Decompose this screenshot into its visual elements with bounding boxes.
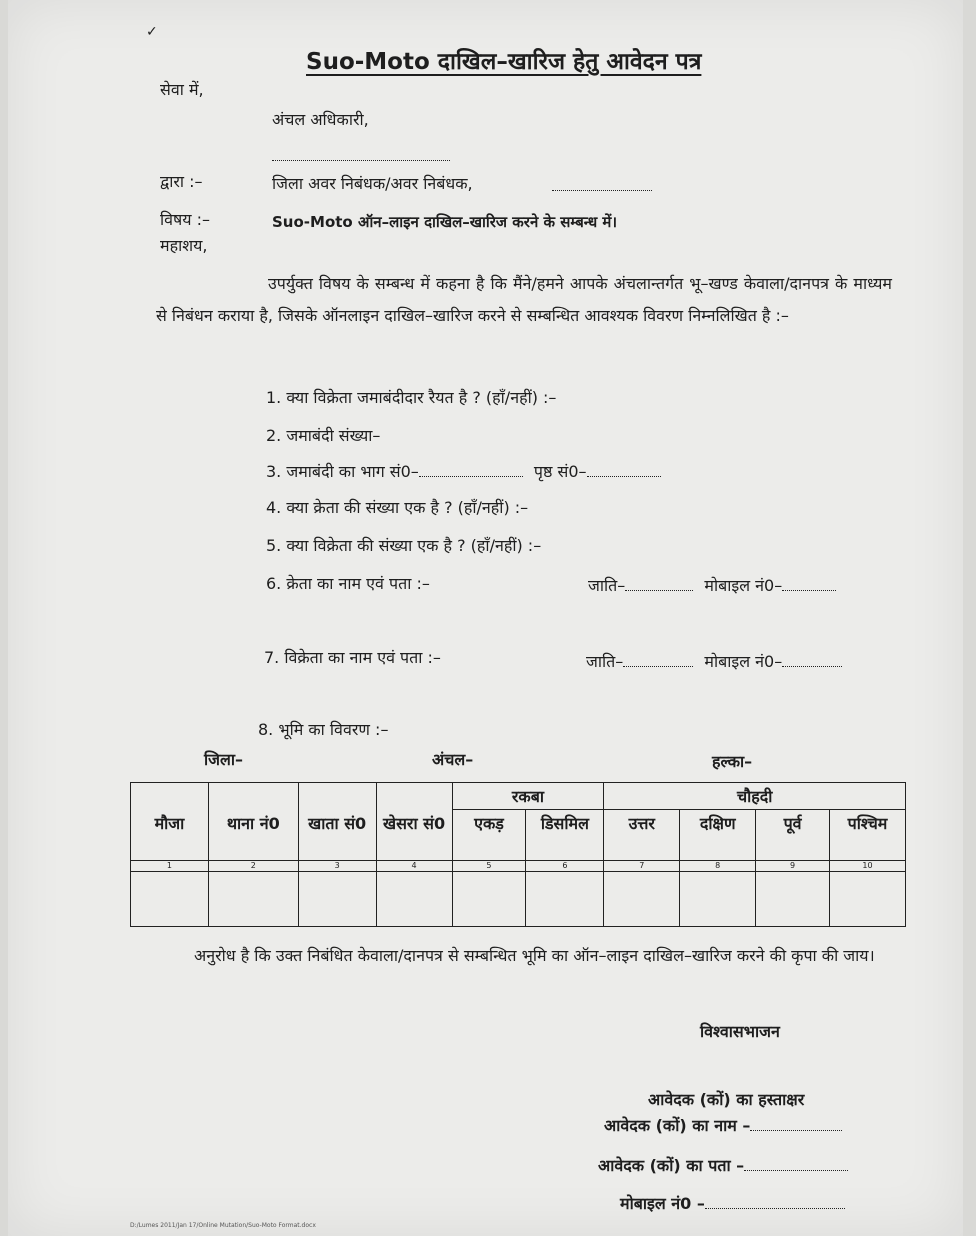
table-cell <box>830 872 906 927</box>
item-6-caste-label: जाति– <box>588 576 626 595</box>
table-header-cell: दक्षिण <box>680 810 756 861</box>
table-cell <box>526 872 604 927</box>
applicant-mobile-label: मोबाइल नं0 – <box>620 1194 705 1213</box>
table-column-number: 8 <box>680 861 756 872</box>
table-column-number: 5 <box>452 861 526 872</box>
table-header-cell: थाना नं0 <box>208 810 298 861</box>
intro-paragraph: उपर्युक्त विषय के सम्बन्ध में कहना है कि मैंने/हमने आपके अंचलान्तर्गत भू–खण्ड केवाला/दानपत्र के माध्यम से निबंधन कराया है, जिसके ऑनलाइन दाखिल–खारिज करने से सम्बन्धित आवश्यक विवरण निम्नलिखित है :– <box>156 274 892 325</box>
table-column-number: 10 <box>830 861 906 872</box>
page-title: Suo-Moto दाखिल–खारिज हेतु आवेदन पत्र <box>306 49 702 75</box>
footer-file-path: D:/Lumes 2011/Jan 17/Online Mutation/Suo-Moto Format.docx <box>130 1222 316 1229</box>
item-3 <box>266 460 661 482</box>
table-cell <box>298 872 376 927</box>
table-column-number: 7 <box>604 861 680 872</box>
table-column-number: 1 <box>131 861 209 872</box>
table-header-cell: खेसरा सं0 <box>376 810 452 861</box>
table-header-cell: पूर्व <box>756 810 830 861</box>
applicant-address-blank <box>744 1156 848 1171</box>
addressee: अंचल अधिकारी, <box>272 110 369 129</box>
table-header-cell: एकड़ <box>452 810 526 861</box>
item-7-caste <box>586 650 842 672</box>
table-header-cell: खाता सं0 <box>298 810 376 861</box>
document-page <box>8 0 963 1236</box>
table-header-cell: पश्चिम <box>830 810 906 861</box>
item-6-mobile-label: मोबाइल नं0– <box>704 576 783 595</box>
via-blank <box>552 176 652 195</box>
table-group-empty <box>298 783 376 810</box>
table-column-number: 6 <box>526 861 604 872</box>
item-5: 5. क्या विक्रेता की संख्या एक है ? (हाँ/नहीं) :– <box>266 536 542 555</box>
applicant-address-label: आवेदक (कों) का पता – <box>598 1156 745 1175</box>
item-6-caste <box>588 574 836 596</box>
item-2: 2. जमाबंदी संख्या– <box>266 426 381 445</box>
item-7-caste-label: जाति– <box>586 652 624 671</box>
item-3-label: 3. जमाबंदी का भाग सं0– <box>266 462 419 481</box>
table-group-boundary: चौहदी <box>604 783 906 810</box>
item-3-page-blank <box>587 462 661 477</box>
applicant-mobile <box>620 1192 845 1214</box>
land-halka: हल्का– <box>712 752 753 771</box>
table-number-row <box>131 861 906 872</box>
table-column-number: 9 <box>756 861 830 872</box>
item-7-mobile-label: मोबाइल नं0– <box>704 652 783 671</box>
subject-value: Suo-Moto ऑन–लाइन दाखिल–खारिज करने के सम्बन्ध में। <box>272 213 618 231</box>
table-cell <box>376 872 452 927</box>
applicant-mobile-blank <box>705 1194 845 1209</box>
table-cell <box>756 872 830 927</box>
land-district: जिला– <box>204 750 244 769</box>
table-header-cell: डिसमिल <box>526 810 604 861</box>
yours-faithfully: विश्वासभाजन <box>700 1022 780 1041</box>
land-details-table <box>130 782 906 927</box>
table-cell <box>452 872 526 927</box>
table-group-empty <box>131 783 209 810</box>
item-4: 4. क्या क्रेता की संख्या एक है ? (हाँ/नहीं) :– <box>266 498 529 517</box>
item-6-caste-blank <box>625 576 693 591</box>
salutation-to: सेवा में, <box>160 80 204 99</box>
item-3-page-label: पृष्ठ सं0– <box>533 462 587 481</box>
table-header-cell: मौजा <box>131 810 209 861</box>
check-mark-icon: ✓ <box>146 24 158 40</box>
table-group-empty <box>208 783 298 810</box>
table-group-empty <box>376 783 452 810</box>
land-circle: अंचल– <box>432 750 474 769</box>
applicant-name-blank <box>750 1116 842 1131</box>
table-header-row <box>131 810 906 861</box>
closing-paragraph: अनुरोध है कि उक्त निबंधित केवाला/दानपत्र से सम्बन्धित भूमि का ऑन–लाइन दाखिल–खारिज करने की कृपा की जाय। <box>194 946 875 965</box>
table-cell <box>131 872 209 927</box>
table-cell <box>208 872 298 927</box>
table-column-number: 2 <box>208 861 298 872</box>
table-group-row <box>131 783 906 810</box>
table-header-cell: उत्तर <box>604 810 680 861</box>
item-3-blank <box>419 462 523 477</box>
table-row <box>131 872 906 927</box>
item-1: 1. क्या विक्रेता जमाबंदीदार रैयत है ? (हाँ/नहीं) :– <box>266 388 557 407</box>
table-column-number: 4 <box>376 861 452 872</box>
item-7: 7. विक्रेता का नाम एवं पता :– <box>264 648 441 667</box>
signature-label: आवेदक (कों) का हस्ताक्षर <box>648 1090 805 1109</box>
via-value: जिला अवर निबंधक/अवर निबंधक, <box>272 174 473 193</box>
item-7-caste-blank <box>623 652 693 667</box>
table-cell <box>604 872 680 927</box>
table-group-area: रकबा <box>452 783 604 810</box>
table-cell <box>680 872 756 927</box>
subject-label: विषय :– <box>160 210 211 229</box>
via-label: द्वारा :– <box>160 172 203 191</box>
item-8: 8. भूमि का विवरण :– <box>258 720 389 739</box>
item-7-mobile-blank <box>782 652 842 667</box>
table-column-number: 3 <box>298 861 376 872</box>
applicant-name <box>604 1114 842 1136</box>
item-6: 6. क्रेता का नाम एवं पता :– <box>266 574 430 593</box>
applicant-name-label: आवेदक (कों) का नाम – <box>604 1116 751 1135</box>
item-6-mobile-blank <box>782 576 836 591</box>
applicant-address <box>598 1154 848 1176</box>
greeting: महाशय, <box>160 236 208 255</box>
addressee-blank <box>272 146 450 165</box>
